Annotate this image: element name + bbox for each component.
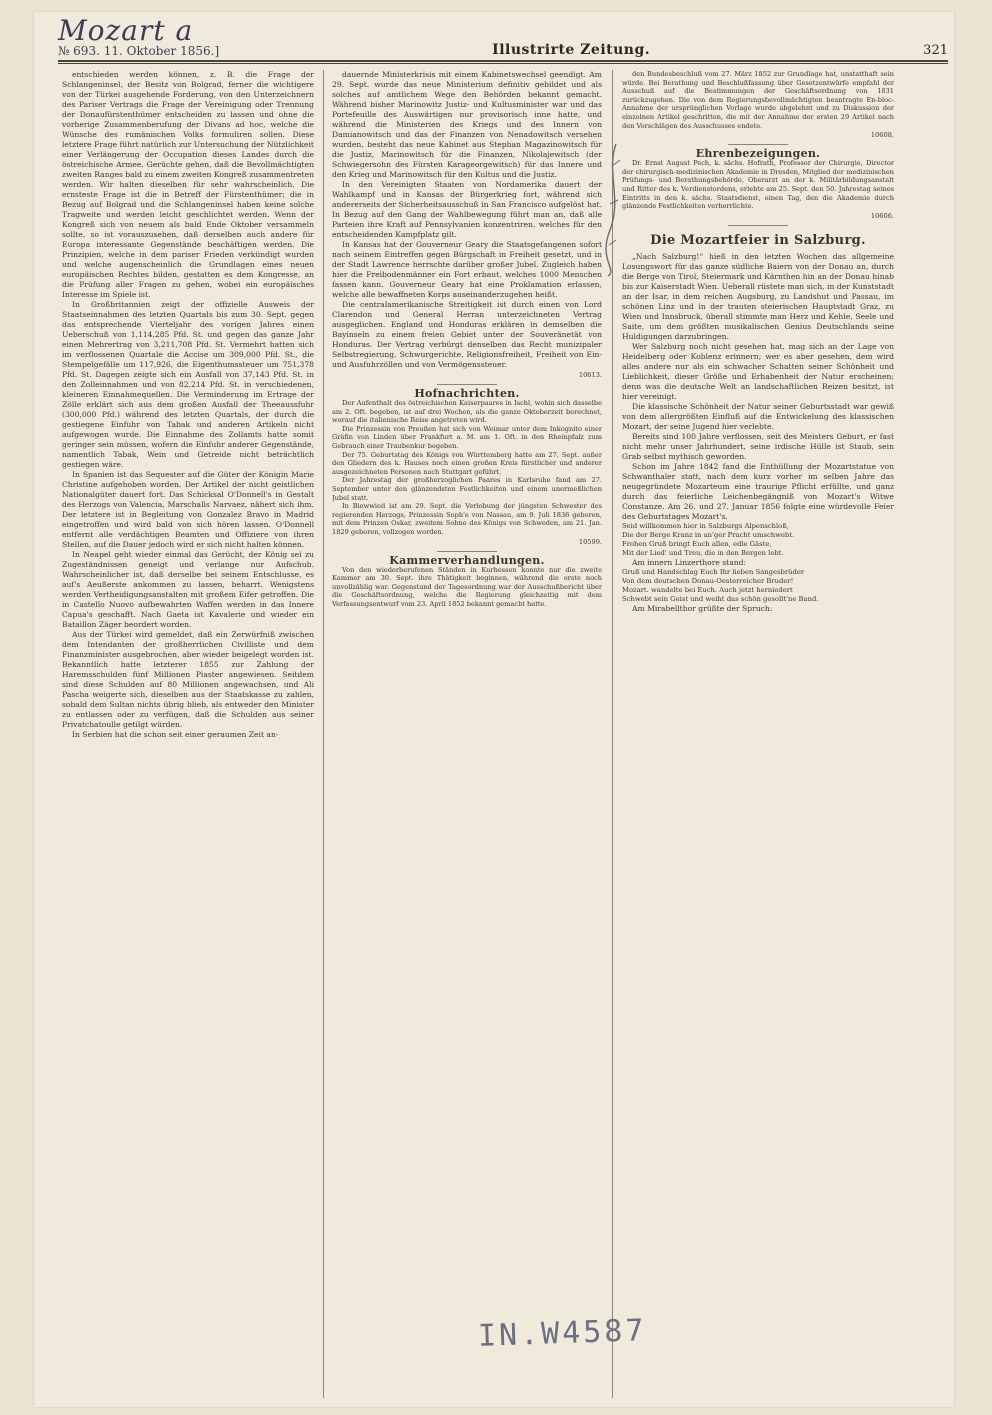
- paragraph: Bereits sind 100 Jahre verflossen, seit des Meisters Geburt, er fast nicht mehr unser Jahrhundert, seine irdische Hülle ist Staub, sein Grab selbst mythisch geworden.: [622, 431, 894, 461]
- section-divider: [728, 225, 788, 226]
- verse-line: Die der Berge Kranz in an'ger Pracht umschwebt.: [622, 530, 795, 539]
- verse-line: Mit der Lied' und Treu, die in den Bergen lebt.: [622, 548, 784, 557]
- paragraph: entschieden werden können, z. B. die Frage der Schlangeninsel, der Besitz von Bolgrad, ferner die wichtigere von der Türkei ausgehende Forderung, von den Unterzeichnern des Pariser Vertrags die Frage der Vereinigung oder Trennung der Donaufürstenthümer entscheiden zu lassen und ohne die vorherige Zusammenberufung der Divans ad hoc, welche die Wünsche des rumänischen Volks formuliren sollen. Diese letztere Frage führt natürlich zur Untersuchung der Nützlichkeit einer Verlängerung der Occupation dieses Landes durch die östreichische Armee. Gerüchte gehen, daß die Bevollmächtigten zweiten Ranges bald zu einem zweiten Kongreß zusammentreten werden. Wir halten dieselben für sehr wahrscheinlich. Die ernsteste Frage ist die in Betreff der Fürstenthümer; die in Bezug auf Bolgrad und die Schlangeninsel haben keine solche Tragweite und werden leicht geschlichtet werden. Wenn der Kongreß sich von neuem als bald Ende Oktober versammeln sollte, so ist vorauszusehen, daß derselben auch andere für Europa interessante Gegenstände beschäftigen werden. Die Prinzipien, welche in dem pariser Frieden verkündigt wurden und welche augenscheinlich die Grundlagen eines neuen europäischen Rechtes bilden, gestatten es dem Kongresse, an die Prüfung aller Fragen zu gehen, wobei ein europäisches Interesse im Spiele ist.: [62, 70, 314, 299]
- issue-number: № 693. 11. Oktober 1856.]: [58, 44, 220, 58]
- journal-title: Illustrirte Zeitung.: [492, 42, 651, 58]
- paragraph: In Serbien hat die schon seit einer geraumen Zeit an-: [72, 730, 279, 739]
- section-divider: [437, 384, 497, 385]
- section-divider: [437, 551, 497, 552]
- article-number: 10613.: [578, 371, 602, 379]
- article-number: 10608.: [870, 131, 894, 140]
- paragraph: In Großbritannien zeigt der offizielle Ausweis der Staatseinnahmen des letzten Quartals bis zum 30. Sept. gegen das entsprechende Vierteljahr des vorigen Jahres einen Ueberschuß von 1,114,285 Pfd. St. und gegen das ganze Jahr einen Mehrertrag von 3,211,708 Pfd. St. Vermehrt hatten sich im verflossenen Quartale die Accise um 309,000 Pfd. St., die Stempelgefälle um 117,926, die Eigenthumssteuer um 751,378 Pfd. St. Dagegen zeigte sich ein Ausfall von 37,143 Pfd. St. in den Zolleinnahmen und von 82,214 Pfd. St. in verschiedenen, kleineren Einnahmequellen. Die Verminderung im Ertrage der Zölle erklärt sich aus dem großen Ausfall der Theeaussfuhr (300,000 Pfd.) während des letzten Quartals, der durch die gestiegene Einfuhr von Tabak und anderen Artikeln nicht aufgewogen wurde. Die Einnahme des Zollamts hatte somit geringer sein müssen, wofern die Einfuhr anderer Gegenstände, namentlich Tabak, Wein und Getreide nicht beträchtlich gestiegen wäre.: [62, 300, 314, 469]
- archive-inventory-number: IN.W4587: [477, 1313, 648, 1354]
- paragraph: den Bundesbeschluß vom 27. März 1852 zur Grundlage hat, unstatthaft sein würde. Bei Berathung und Beschlußfassung über Gesetzentwürfe empfahl der Ausschuß auf die Bestimmungen der Geschäftsordnung von 1831 zurückzugehen. Die von dem Regierungsbevollmächtigten beantragte En-bloc-Annahme der ursprünglichen Vorlage wurde abgelehnt und zu Diskussion der einzelnen Artikel geschritten, die mit der Annahme der ersten 29 Artikel nach den Vorschlägen des Ausschusses endete.: [622, 70, 894, 130]
- column-1: [62, 70, 314, 1400]
- verse-line: Seid willkommen hier in Salzburgs Alpenschloß,: [622, 521, 789, 530]
- paragraph: Die centralamerikanische Streitigkeit ist durch einen von Lord Clarendon und General Herran unterzeichneten Vertrag ausgeglichen. England und Honduras erklären in demselben die Bayinseln zu einem freien Gebiet unter der Souveränetät von Honduras. Der Vertrag verbürgt denselben das Recht munizipaler Selbstregierung, Schwurgerichte, Religionsfreiheit, Freiheit von Ein- und Ausfuhrzöllen und von Vermögenssteuer.: [332, 300, 602, 369]
- masthead: [58, 36, 948, 58]
- column-2: [332, 70, 602, 1400]
- column-3: [622, 70, 894, 1400]
- masthead-rule-thin: [58, 63, 948, 64]
- section-heading-ehrenbezeigungen: Ehrenbezeigungen.: [695, 147, 821, 161]
- paragraph: In Kansas hat der Gouverneur Geary die Staatsgefangenen sofort nach seinem Eintreffen gegen Bürgschaft in Freiheit gesetzt, und in der Stadt Lawrence herrschte darüber großer Jubel. Zugleich haben hier die Freibodenmänner ein Fort erbaut, welches 1000 Menschen fassen kann. Gouverneur Geary hat eine Proklamation erlassen, welche alle bewaffneten Korps auseinanderzugehen heißt.: [332, 240, 602, 299]
- verse-line: Gruß und Handschlag Euch Ihr lieben Sangesbrüder: [622, 567, 805, 576]
- paragraph: Von den wiederberufenen Ständen in Kurhessen konnte nur die zweite Kammer am 30. Sept. ihre Thätigkeit beginnen, während die erste noch unvollzählig war. Gegenstand der Tagesordnung war der Ausschußbericht über die Geschäftsordnung, welche die Regierung gleichzeitig mit dem Verfassungsentwurf vom 23. April 1852 bekannt gemacht hatte.: [332, 565, 602, 608]
- paragraph: Der Aufenthalt des östreichischen Kaiserpaares in Ischl, wohin sich dasselbe am 2. Oft. begeben, ist auf drei Wochen, als die ganze Oktoberzeit berechnet, worauf die italienische Reise angetreten wird.: [332, 399, 602, 425]
- paragraph: Schon im Jahre 1842 fand die Enthüllung der Mozartstatue von Schwanthaler statt, nach dem kurz vorher im selben Jahre das neugegründete Mozarteum eine traurige Pflicht erfüllte, und ganz durch das feierliche Leichenbegängniß von Mozart's Witwe Constanze. Am 26. und 27. Januar 1856 folgte eine würdevolle Feier des Geburtstages Mozart's.: [622, 461, 894, 521]
- pencil-annotation-mark: [598, 140, 628, 280]
- paragraph: In Biewwied ist am 29. Sept. die Verlobung der jüngsten Schwester des regierenden Herzogs, Prinzessin Soph'e von Nassau, am 9. Juli 1836 geboren, mit dem Prinzen Oskar, zweitem Sohne des Königs von Schweden, am 21. Jan. 1829 geboren, vollzogen worden.: [332, 502, 602, 536]
- column-divider-1: [323, 70, 324, 1398]
- verse-line: Von dem deutschen Donau-Oesterreicher Bruder!: [622, 576, 794, 585]
- section-heading-kammerverhandlungen: Kammerverhandlungen.: [389, 553, 545, 567]
- paragraph: In Neapel geht wieder einmal das Gerücht, der König sei zu Zugeständnissen geneigt und verlange nur Aufschub. Wahrscheinlicher ist, daß derselbe bei seinem Entschlusse, es auf's Aeußerste ankommen zu lassen, beharrt. Wenigstens werden Vertheidigungsanstalten mit großem Eifer getroffen. Die in Castello Nuovo aufbewahrten Waffen werden in das Innere Capua's geschafft. Nach Gaeta ist Kavalerie und wieder ein Bataillon Zäger beordert worden.: [62, 550, 314, 629]
- article-number: 10606.: [870, 211, 894, 220]
- paragraph: Wer Salzburg noch nicht gesehen hat, mag sich an der Lage von Heidelberg oder Koblenz erinnern; wer es aber gesehen, dem wird alles andere nur als ein schwacher Schatten seiner Schönheit und Lieblichkeit, dieser Größe und Erhabenheit der Natur erscheinen; denn was die deutsche Welt an landschaftlichen Reizen besitzt, ist hier vereinigt.: [622, 341, 894, 401]
- paragraph: Dr. Ernst August Pech, k. sächs. Hofrath, Professor der Chirurgie, Director der chirurgisch-medizinischen Akademie in Dresden, Mitglied der medizinischen Prüfungs- und Berathungsbehörde, Oberarzt an der k. Militärbildungsanstalt und Ritter des k. Verdienstordens, erlebte am 25. Sept. den 50. Jahrestag seines Eintritts in den k. sächs. Staatsdienst, einen Tag, den die Akademie durch glänzende Festlichkeiten verherrlichte.: [622, 159, 894, 211]
- verse-line: Mozart. wandelte bei Euch. Auch jetzt herniedert: [622, 585, 793, 594]
- paragraph: „Nach Salzburg!“ hieß in den letzten Wochen das allgemeine Losungswort für das ganze südliche Baiern von der Donau an, durch die Berge von Tirol, Steiermark und Kärnthen hin an der Donau hinab bis zur Kaiserstadt Wien. Ueberall rüstete man sich, in der Kunststadt an der Isar, in dem reichen Augsburg, zu Landshut und Passau, im schönen Linz und in der trauten steierischen Hauptstadt Graz, zu Wien und Innsbruck, überall stimmte man Herz und Kehle, Seele und Saite, um dem größten musikalischen Genius Deutschlands seine Huldigungen darzubringen.: [622, 251, 894, 341]
- handwritten-title: Mozart a: [58, 14, 194, 47]
- article-title-mozartfeier: Die Mozartfeier in Salzburg.: [650, 232, 866, 248]
- verse-line: Frohen Gruß bringt Euch allen, edle Gäste,: [622, 539, 772, 548]
- section-heading-hofnachrichten: Hofnachrichten.: [414, 387, 520, 400]
- paragraph: Der 75. Geburtstag des Königs von Württemberg hatte am 27. Sept. außer den Gliedern des k. Hauses noch einen großen Kreis fürstlicher und anderer ausgezeichneten Personen nach Stuttgart geführt.: [332, 450, 602, 476]
- paragraph: Aus der Türkei wird gemeldet, daß ein Zerwürfniß zwischen dem Intendanten der großherrlichen Civilliste und dem Finanzminister ausgebrochen, aber wieder beigelegt worden ist. Bekanntlich hatte letzterer 1855 zur Zahlung der Haremsschulden fünf Millionen Piaster angewiesen. Seitdem sind diese Schulden auf 80 Millionen angewachsen, und Ali Pascha weigerte sich, dieselben aus der Staatskasse zu zahlen, sobald dem Sultan nichts übrig blieb, als entweder den Minister zu entlassen oder zu verfügen, daß die Schulden aus seiner Privatchatoulle getilgt würden.: [62, 630, 314, 729]
- article-number: 10599.: [578, 537, 602, 546]
- paragraph: Am innern Linzerthore stand:: [632, 557, 747, 567]
- paragraph: In Spanien ist das Sequester auf die Güter der Königin Marie Christine aufgehoben worden. Der Artikel der nicht geistlichen Nationalgüter dauert fort. Das Schicksal O'Donnell's in Gestalt des Herzogs von Valencia, Marschalls Narvaez, nähert sich ihm. Der letztere ist in Begleitung von Gonzalez Bravo in Madrid eingetroffen und wird bald von sich hören lassen. O'Donnell entfernt alle verdächtigen Beamten und Offiziere von ihren Stellen, auf die Dauer jedoch wird er sich nicht halten können.: [62, 470, 314, 549]
- paragraph: Am Mirabellthor grüßte der Spruch:: [632, 603, 773, 613]
- page-number: 321: [923, 43, 948, 58]
- masthead-rule: [58, 60, 948, 62]
- paragraph: Die klassische Schönheit der Natur seiner Geburtsstadt war gewiß von dem allergrößten Einfluß auf die Entwickelung des klassischen Mozart, der seine Jugend hier verlebte.: [622, 401, 894, 431]
- section-divider: [728, 144, 788, 145]
- verse-line: Schwebt sein Geist und weiht das schön gesollt'ne Band.: [622, 594, 819, 603]
- paragraph: dauernde Ministerkrisis mit einem Kabinetswechsel geendigt. Am 29. Sept. wurde das neue Ministerium definitiv gebildet und als solches auf amtlichem Wege den Behörden bekannt gemacht. Während bisher Marinowitz Justiz- und Kultusminister war und das Portefeuille des Auswärtigen nur provisorisch inne hatte, und während die Ministerien des Kriegs und des Innern von Damianowitsch und das der Finanzen von Nenadowitsch versehen wurden, besteht das neue Kabinet aus Stephan Magazinowitsch für die Justiz, Marinowitsch für die Finanzen, Nikolajewitsch (der Schwiegersohn des Fürsten Karageorgewitsch) für das Innere und den Krieg und Marinowitsch für den Kultus und die Justiz.: [332, 70, 602, 179]
- paragraph: In den Vereinigten Staaten von Nordamerika dauert der Wahlkampf und in Kansas der Bürgerkrieg fort, während sich andererseits der Sicherheitsausschuß in San Francisco aufgelöst hat. In Bezug auf den Gang der Wahlbewegung führt man an, daß alle Parteien ihre Kraft auf Pennsylvanien konzentriren, welches für den entscheidenden Kampfplatz gilt.: [332, 180, 602, 239]
- paragraph: Der Jahrestag der großherzoglichen Paares in Karlsruhe fand am 27. September unter den glänzendsten Festlichkeiten und einem unermeßlichen Jubel statt.: [332, 476, 602, 502]
- paragraph: Die Prinzessin von Preußen hat sich von Weimar unter dem Inkognito einer Gräfin von Linden über Frankfurt a. M. am 1. Oft. in den Rheinpfalz zum Gebrauch einer Traubenkur begeben.: [332, 424, 602, 450]
